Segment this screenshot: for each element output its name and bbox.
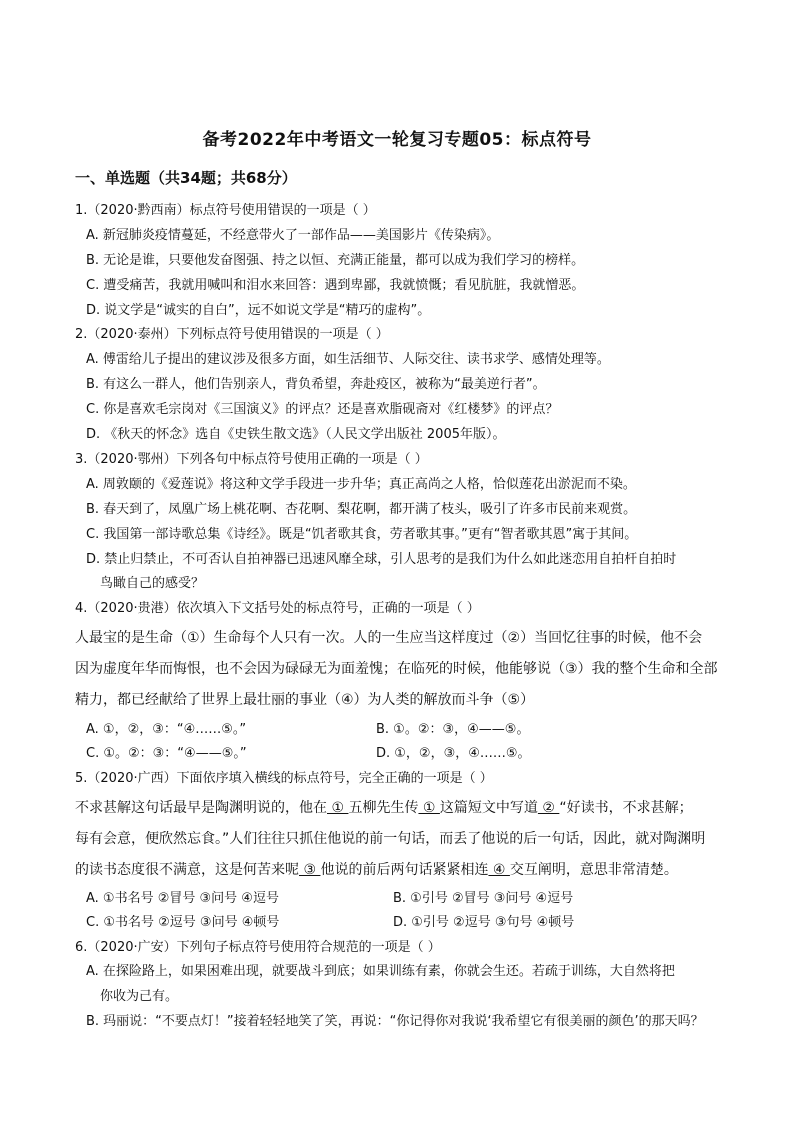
question-5-stem: 5.（2020·广西）下面依序填入横线的标点符号，完全正确的一项是（ ） (75, 771, 493, 786)
question-3-option-b: B. 春天到了，凤凰广场上桃花啊、杏花啊、梨花啊，都开满了枝头，吸引了许多市民前来观赏。 (86, 502, 637, 517)
question-6-option-a-continued: 你收为己有。 (100, 989, 179, 1004)
question-1-option-a: A. 新冠肺炎疫情蔓延，不经意带火了一部作品——美国影片《传染病》。 (86, 228, 500, 243)
question-4-passage-line-2: 因为虚度年华而悔恨，也不会因为碌碌无为面羞愧；在临死的时候，他能够说（③）我的整个生命和全部 (75, 661, 718, 677)
question-5-option-b: B. ①引号 ②冒号 ③问号 ④逗号 (393, 891, 574, 906)
question-6-option-b: B. 玛丽说：“不要点灯！”接着轻轻地笑了笑，再说：“你记得你对我说‘我希望它有很美丽的颜色’的那天吗？ (86, 1014, 704, 1029)
section-heading: 一、单选题（共34题；共68分） (75, 169, 297, 187)
question-3-option-c: C. 我国第一部诗歌总集《诗经》。既是“饥者歌其食，劳者歌其事。”更有“智者歌其恩”寓于其间。 (86, 527, 638, 542)
question-1-stem: 1.（2020·黔西南）标点符号使用错误的一项是（ ） (75, 203, 376, 218)
question-4-option-c: C. ①。②：③：“④——⑤。” (86, 746, 247, 761)
question-3-option-d-continued: 鸟瞰自己的感受？ (100, 576, 205, 591)
question-5-option-d: D. ①引号 ②逗号 ③句号 ④顿号 (393, 915, 575, 930)
passage-text: 这篇短文中写道 (439, 800, 538, 816)
question-4-option-d: D. ①，②，③，④……⑤。 (376, 746, 531, 761)
blank-4: ④ (488, 862, 510, 878)
passage-text: 他说的前后两句话紧紧相连 (320, 862, 489, 878)
question-3-option-d: D. 禁止归禁止，不可否认自拍神器已迅速风靡全球，引人思考的是我们为什么如此迷恋用自拍杆自拍时 (86, 552, 677, 567)
question-2-option-b: B. 有这么一群人，他们告别亲人，背负希望，奔赴疫区，被称为“最美逆行者”。 (86, 377, 546, 392)
passage-text: 交互阐明，意思非常清楚。 (509, 862, 678, 878)
passage-text: “好读书，不求甚解； (559, 800, 693, 816)
page-title: 备考2022年中考语文一轮复习专题05：标点符号 (202, 130, 592, 150)
question-1-option-c: C. 遭受痛苦，我就用喊叫和泪水来回答：遇到卑鄙，我就愤慨；看见肮脏，我就憎恶。 (86, 278, 585, 293)
question-2-option-a: A. 傅雷给儿子提出的建议涉及很多方面，如生活细节、人际交往、读书求学、感情处理等。 (86, 352, 610, 367)
passage-text: 的读书态度很不满意，这是何苦来呢 (75, 862, 299, 878)
passage-text: 不求甚解这句话最早是陶渊明说的，他在 (75, 800, 327, 816)
question-2-stem: 2.（2020·泰州）下列标点符号使用错误的一项是（ ） (75, 327, 389, 342)
question-5-option-c: C. ①书名号 ②逗号 ③问号 ④顿号 (86, 915, 280, 930)
question-6-option-a: A. 在探险路上，如果困难出现，就要战斗到底；如果训练有素，你就会生还。若疏于训练，大自然将把 (86, 964, 675, 979)
question-4-passage-line-1: 人最宝的是生命（①）生命每个人只有一次。人的一生应当这样度过（②）当回忆往事的时候，他不会 (75, 630, 703, 646)
question-5-passage-line-1 (75, 800, 693, 816)
blank-1: ① (327, 800, 349, 816)
blank-3: ③ (299, 862, 321, 878)
blank-2: ② (537, 800, 560, 816)
question-3-stem: 3.（2020·鄂州）下列各句中标点符号使用正确的一项是（ ） (75, 452, 428, 467)
question-5-passage-line-2: 每有会意，便欣然忘食。”人们往往只抓住他说的前一句话，而丢了他说的后一句话，因此，就对陶渊明 (75, 831, 706, 847)
blank-1-close: ① (418, 800, 440, 816)
question-2-option-d: D. 《秋天的怀念》选自《史铁生散文选》（人民文学出版社 2005年版）。 (86, 427, 506, 442)
question-1-option-b: B. 无论是谁，只要他发奋图强、持之以恒、充满正能量，都可以成为我们学习的榜样。 (86, 253, 585, 268)
question-4-passage-line-3: 精力，都已经献给了世界上最壮丽的事业（④）为人类的解放而斗争（⑤） (75, 692, 535, 708)
question-2-option-c: C. 你是喜欢毛宗岗对《三国演义》的评点？还是喜欢脂砚斋对《红楼梦》的评点？ (86, 402, 559, 417)
question-4-option-b: B. ①。②：③，④——⑤。 (376, 722, 530, 737)
question-3-option-a: A. 周敦颐的《爱莲说》将这种文学手段进一步升华；真正高尚之人格，恰似莲花出淤泥而不染。 (86, 477, 636, 492)
question-4-stem: 4.（2020·贵港）依次填入下文括号处的标点符号，正确的一项是（ ） (75, 601, 480, 616)
question-1-option-d: D. 说文学是“诚实的自白”，远不如说文学是“精巧的虚构”。 (86, 303, 431, 318)
question-5-option-a: A. ①书名号 ②冒号 ③问号 ④逗号 (86, 891, 279, 906)
question-6-stem: 6.（2020·广安）下列句子标点符号使用符合规范的一项是（ ） (75, 940, 441, 955)
question-5-passage-line-3 (75, 862, 678, 878)
passage-text: 五柳先生传 (348, 800, 419, 816)
question-4-option-a: A. ①，②，③：“④……⑤。” (86, 722, 247, 737)
